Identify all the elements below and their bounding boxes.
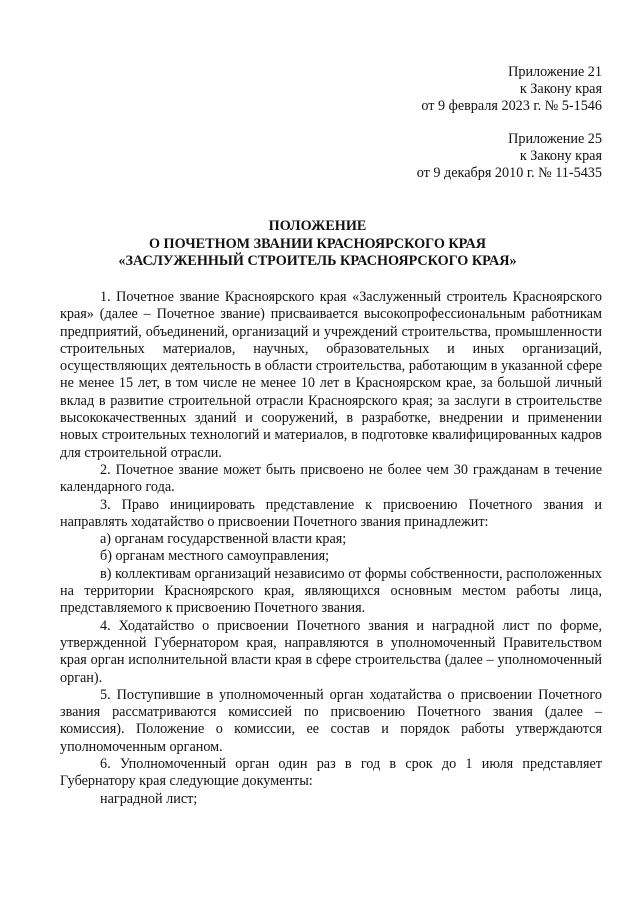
annex-number: Приложение 21 [508,64,602,80]
paragraph-5: 5. Поступившие в уполномоченный орган ходатайства о присвоении Почетного звания рассматриваются комиссией по присвоению Почетного звания (далее – комиссия). Положение о комиссии, ее состав и порядок работы утверждаются уполномоченным органом. [60,686,602,755]
annex-law-ref: к Закону края [519,81,602,97]
annex-law-date: от 9 февраля 2023 г. № 5-1546 [421,98,602,114]
paragraph-1: 1. Почетное звание Красноярского края «Заслуженный строитель Красноярского края» (далее – Почетное звание) присваивается высокопрофессиональным работникам предприятий, объединений, организаций и учреждений строительства, промышленности строительных материалов, научных, образовательных и иных организаций, осуществляющих деятельность в области строительства, работающим в указанной сфере не менее 15 лет, в том числе не менее 10 лет в Красноярском крае, за большой личный вклад в развитие строительной отрасли Красноярского края; за заслуги в строительстве высококачественных зданий и сооружений, в разработке, внедрении и применении новых строительных технологий и материалов, в подготовке квалифицированных кадров для строительной отрасли. [60,289,602,461]
paragraph-3c: в) коллективам организаций независимо от формы собственности, расположенных на территории Красноярского края, являющихся основным местом работы лица, представляемого к присвоению Почетного звания. [60,565,602,617]
paragraph-3: 3. Право инициировать представление к присвоению Почетного звания и направлять ходатайство о присвоении Почетного звания принадлежит: [60,496,602,530]
paragraph-6-item-1: наградной лист; [100,790,198,807]
annex-law-date: от 9 декабря 2010 г. № 11-5435 [416,165,602,181]
paragraph-4: 4. Ходатайство о присвоении Почетного звания и наградной лист по форме, утвержденной Губернатором края, направляются в уполномоченный Правительством края орган исполнительной власти края в сфере строительства (далее – уполномоченный орган). [60,617,602,686]
document-body [60,289,602,808]
title-line-2: О ПОЧЕТНОМ ЗВАНИИ КРАСНОЯРСКОГО КРАЯ [148,235,487,252]
annex-number: Приложение 25 [508,131,602,147]
paragraph-6: 6. Уполномоченный орган один раз в год в срок до 1 июля представляет Губернатору края следующие документы: [60,756,602,790]
paragraph-3b: б) органам местного самоуправления; [100,548,330,565]
annex-law-ref: к Закону края [519,148,602,164]
annex-reference-2010 [417,131,602,182]
annex-reference-2023 [421,64,602,115]
title-line-3: «ЗАСЛУЖЕННЫЙ СТРОИТЕЛЬ КРАСНОЯРСКОГО КРАЯ» [118,253,517,269]
document-title [0,218,635,271]
title-line-1: ПОЛОЖЕНИЕ [268,218,367,234]
paragraph-2: 2. Почетное звание может быть присвоено не более чем 30 гражданам в течение календарного года. [60,461,602,496]
paragraph-3a: а) органам государственной власти края; [100,531,347,548]
